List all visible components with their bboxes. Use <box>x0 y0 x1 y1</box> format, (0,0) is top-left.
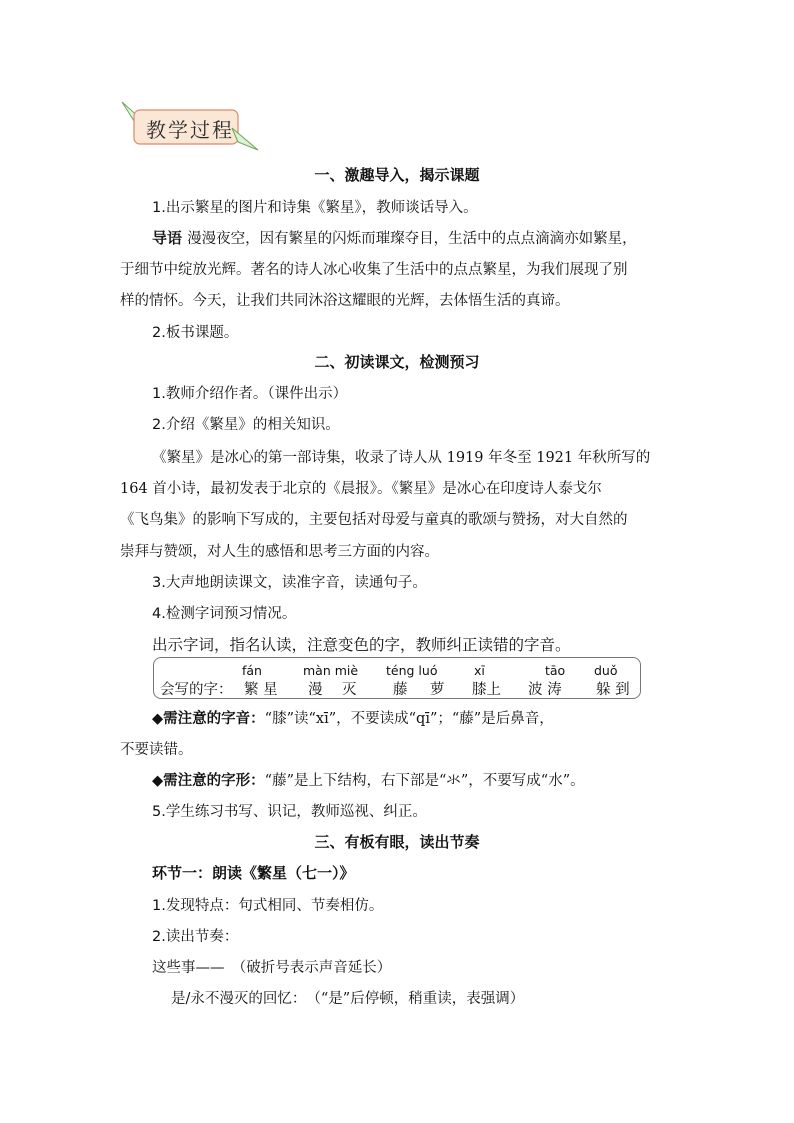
s1-item-2: 2.板书课题。 <box>152 325 239 341</box>
note-pronunciation-tag: ◆需注意的字音： <box>152 710 265 727</box>
section-title-2: 二、初读课文，检测预习 <box>314 353 480 371</box>
note-glyph-tag: ◆需注意的字形： <box>152 772 265 789</box>
word-fanxing: 繁 星 <box>244 682 278 698</box>
intro-tag: 导语 <box>152 229 183 247</box>
s2-item-1: 1.教师介绍作者。（课件出示） <box>152 386 348 402</box>
word-teng: 藤 <box>393 682 408 698</box>
s3-item-1: 1.发现特点：句式相同、节奏相仿。 <box>152 898 384 914</box>
s2-item-3: 3.大声地朗读课文，读准字音，读通句子。 <box>152 575 427 591</box>
word-duodao: 躲 到 <box>596 682 630 698</box>
s2-para-line-1: 《繁星》是冰心的第一部诗集，收录了诗人从 1919 年冬至 1921 年秋所写的 <box>152 450 651 466</box>
s2-para-line-2: 164 首小诗，最初发表于北京的《晨报》。《繁星》是冰心在印度诗人泰戈尔 <box>120 481 602 497</box>
s2-para-line-4: 崇拜与赞颂，对人生的感悟和思考三方面的内容。 <box>120 544 439 560</box>
pinyin-duo: duǒ <box>594 663 618 678</box>
word-mie: 灭 <box>342 682 357 698</box>
s3-item-2: 2.读出节奏： <box>152 929 239 945</box>
words-label: 会写的字： <box>160 682 233 698</box>
note-pronunciation <box>152 707 554 728</box>
s3-poem-line-2: 是/永不漫灭的回忆： （“是”后停顿，稍重读，表强调） <box>171 991 525 1007</box>
s2-para-line-3: 《飞鸟集》的影响下写成的，主要包括对母爱与童真的歌颂与赞扬，对大自然的 <box>120 512 628 528</box>
section-title-3: 三、有板有眼，读出节奏 <box>314 833 480 851</box>
s1-intro-line-1 <box>152 227 637 248</box>
section-title-1: 一、激趣导入，揭示课题 <box>314 166 480 184</box>
s2-item-4b: 出示字词，指名认读，注意变色的字，教师纠正读错的字音。 <box>152 636 571 654</box>
word-luo: 萝 <box>430 682 445 698</box>
s2-item-4: 4.检测字词预习情况。 <box>152 606 297 622</box>
word-man: 漫 <box>308 682 323 698</box>
pinyin-fan: fán <box>242 663 262 678</box>
s1-intro-line-3: 样的情怀。今天，让我们共同沐浴这耀眼的光辉，去体悟生活的真谛。 <box>120 293 570 309</box>
pinyin-teng-luo: téng luó <box>386 663 438 678</box>
word-botao: 波 涛 <box>528 682 562 698</box>
s1-item-1: 1.出示繁星的图片和诗集《繁星》，教师谈话导入。 <box>152 200 478 216</box>
s2-item-5: 5.学生练习书写、识记，教师巡视、纠正。 <box>152 804 427 820</box>
s3-sub-heading: 环节一：朗读《繁星（七一）》 <box>152 864 355 882</box>
intro-text-1: 漫漫夜空，因有繁星的闪烁而璀璨夺目，生活中的点点滴滴亦如繁星， <box>187 231 637 247</box>
note-pronunciation-text: “膝”读“xī”，不要读成“qī”；“藤”是后鼻音， <box>264 711 554 727</box>
pinyin-xi: xī <box>474 663 485 678</box>
note-glyph <box>152 769 585 790</box>
lesson-process-badge <box>120 98 260 158</box>
word-xishang: 膝上 <box>472 682 501 698</box>
s2-item-2: 2.介绍《繁星》的相关知识。 <box>152 417 340 433</box>
badge-label: 教学过程 <box>146 118 234 142</box>
note-pronunciation-line-2: 不要读错。 <box>120 742 193 758</box>
s3-poem-line-1: 这些事—— （破折号表示声音延长） <box>152 960 392 976</box>
pinyin-man-mie: màn miè <box>303 663 359 678</box>
note-glyph-text: “藤”是上下结构，右下部是“氺”，不要写成“水”。 <box>264 773 585 789</box>
pinyin-tao: tāo <box>545 663 566 678</box>
s1-intro-line-2: 于细节中绽放光辉。著名的诗人冰心收集了生活中的点点繁星，为我们展现了别 <box>120 262 628 278</box>
